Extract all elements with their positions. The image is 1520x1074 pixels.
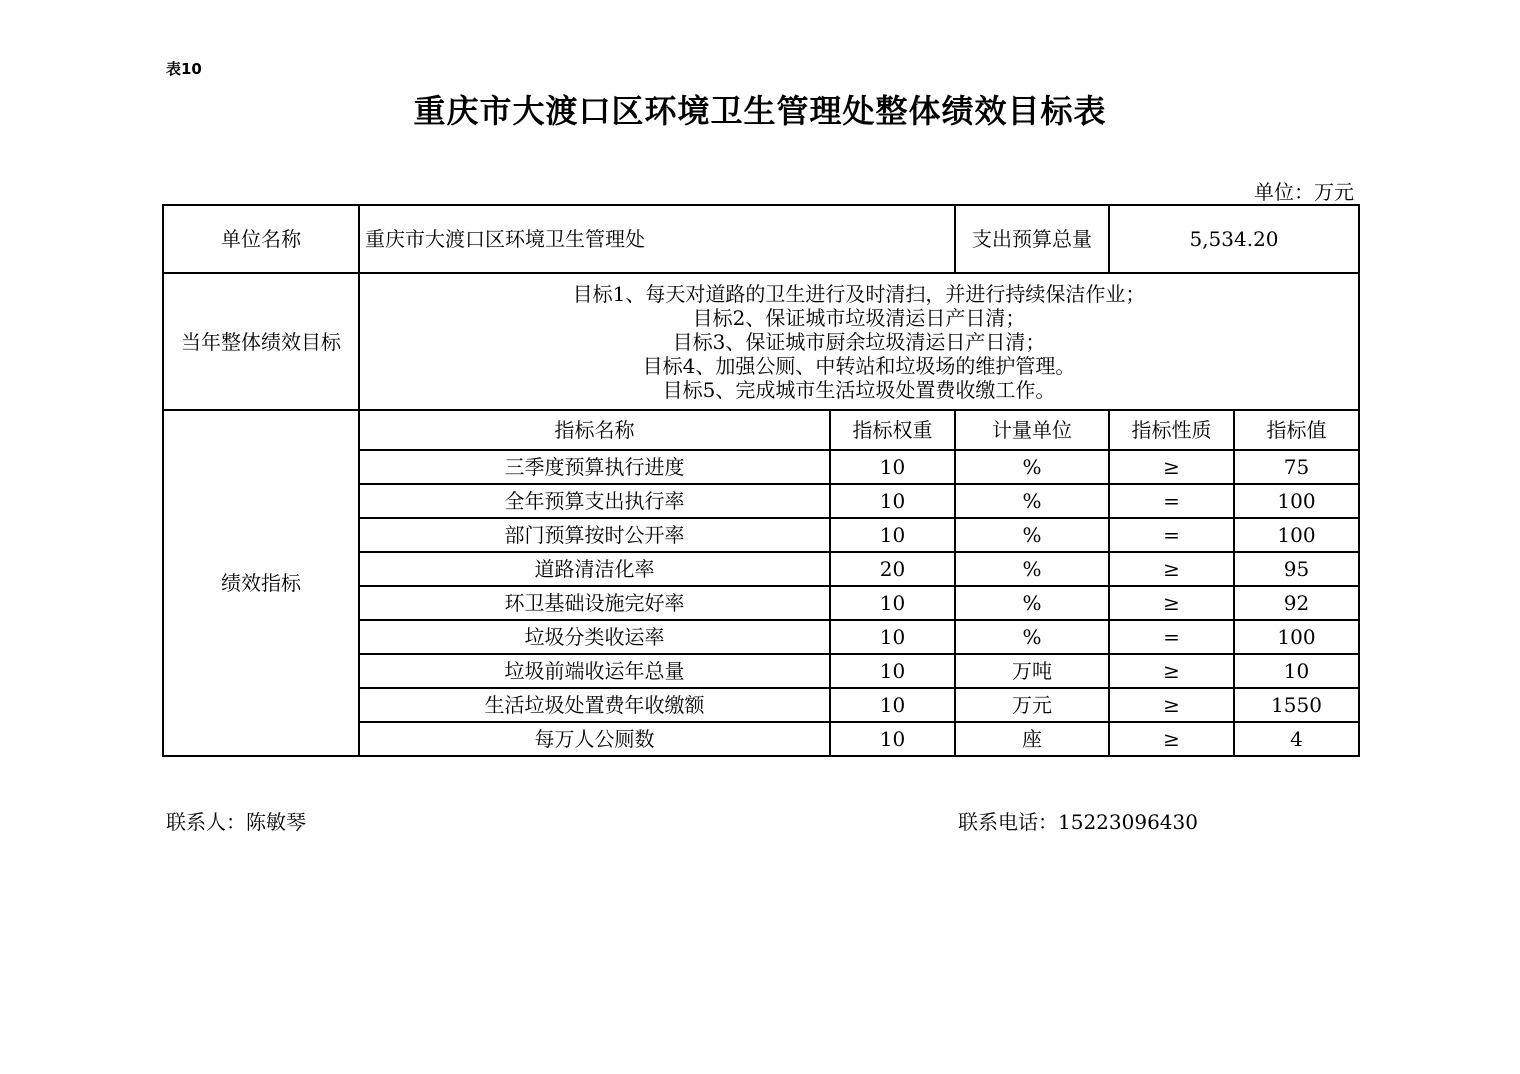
contact-person: 联系人：陈敏琴 [166, 810, 306, 834]
indicator-name: 生活垃圾处置费年收缴额 [359, 688, 830, 722]
indicator-name: 垃圾前端收运年总量 [359, 654, 830, 688]
goal-item: 目标5、完成城市生活垃圾处置费收缴工作。 [662, 377, 1056, 402]
indicator-weight: 10 [830, 722, 955, 756]
column-header: 指标权重 [830, 410, 955, 450]
indicator-name: 每万人公厕数 [359, 722, 830, 756]
goal-item: 目标1、每天对道路的卫生进行及时清扫，并进行持续保洁作业； [572, 281, 1146, 306]
indicator-name: 全年预算支出执行率 [359, 484, 830, 518]
performance-target-table [162, 204, 1360, 757]
indicator-name: 道路清洁化率 [359, 552, 830, 586]
indicators-label: 绩效指标 [163, 410, 359, 756]
indicator-value: 100 [1234, 518, 1359, 552]
indicator-nature: = [1109, 484, 1234, 518]
goal-item: 目标3、保证城市厨余垃圾清运日产日清； [672, 329, 1046, 354]
unit-name-label: 单位名称 [163, 205, 359, 273]
indicator-weight: 10 [830, 654, 955, 688]
indicator-unit: % [955, 620, 1109, 654]
column-header: 计量单位 [955, 410, 1109, 450]
indicator-value: 4 [1234, 722, 1359, 756]
indicator-value: 92 [1234, 586, 1359, 620]
indicator-value: 1550 [1234, 688, 1359, 722]
indicator-name: 三季度预算执行进度 [359, 450, 830, 484]
unit-label: 单位：万元 [1254, 180, 1354, 204]
indicator-nature: ≥ [1109, 654, 1234, 688]
column-header: 指标性质 [1109, 410, 1234, 450]
indicator-unit: % [955, 552, 1109, 586]
indicator-unit: % [955, 586, 1109, 620]
annual-goals-label: 当年整体绩效目标 [163, 273, 359, 410]
table-number: 表10 [166, 60, 202, 78]
indicator-value: 95 [1234, 552, 1359, 586]
indicator-name: 环卫基础设施完好率 [359, 586, 830, 620]
indicator-name: 垃圾分类收运率 [359, 620, 830, 654]
indicator-value: 100 [1234, 620, 1359, 654]
indicator-value: 100 [1234, 484, 1359, 518]
indicator-value: 10 [1234, 654, 1359, 688]
indicator-name: 部门预算按时公开率 [359, 518, 830, 552]
page-title: 重庆市大渡口区环境卫生管理处整体绩效目标表 [413, 92, 1107, 130]
indicator-weight: 10 [830, 450, 955, 484]
indicator-unit: % [955, 518, 1109, 552]
goal-item: 目标4、加强公厕、中转站和垃圾场的维护管理。 [642, 353, 1076, 378]
indicator-unit: 万元 [955, 688, 1109, 722]
indicator-nature: = [1109, 518, 1234, 552]
unit-row [163, 205, 1359, 273]
indicator-nature: ≥ [1109, 722, 1234, 756]
indicator-nature: ≥ [1109, 552, 1234, 586]
indicator-weight: 10 [830, 484, 955, 518]
goal-item: 目标2、保证城市垃圾清运日产日清； [692, 305, 1026, 330]
budget-total-label: 支出预算总量 [955, 205, 1109, 273]
indicator-nature: ≥ [1109, 450, 1234, 484]
indicator-unit: % [955, 450, 1109, 484]
contact-phone: 联系电话：15223096430 [958, 810, 1198, 834]
indicator-unit: 座 [955, 722, 1109, 756]
indicator-header-row [163, 410, 1359, 450]
budget-total-value: 5,534.20 [1109, 205, 1359, 273]
indicator-nature: ≥ [1109, 586, 1234, 620]
goals-row [163, 273, 1359, 410]
indicator-unit: % [955, 484, 1109, 518]
indicator-weight: 10 [830, 620, 955, 654]
indicator-weight: 10 [830, 688, 955, 722]
indicator-nature: = [1109, 620, 1234, 654]
column-header: 指标值 [1234, 410, 1359, 450]
indicator-weight: 10 [830, 586, 955, 620]
unit-name-value: 重庆市大渡口区环境卫生管理处 [359, 205, 955, 273]
indicator-weight: 20 [830, 552, 955, 586]
indicator-nature: ≥ [1109, 688, 1234, 722]
indicator-value: 75 [1234, 450, 1359, 484]
column-header: 指标名称 [359, 410, 830, 450]
indicator-weight: 10 [830, 518, 955, 552]
indicator-unit: 万吨 [955, 654, 1109, 688]
annual-goals-list [359, 273, 1359, 410]
